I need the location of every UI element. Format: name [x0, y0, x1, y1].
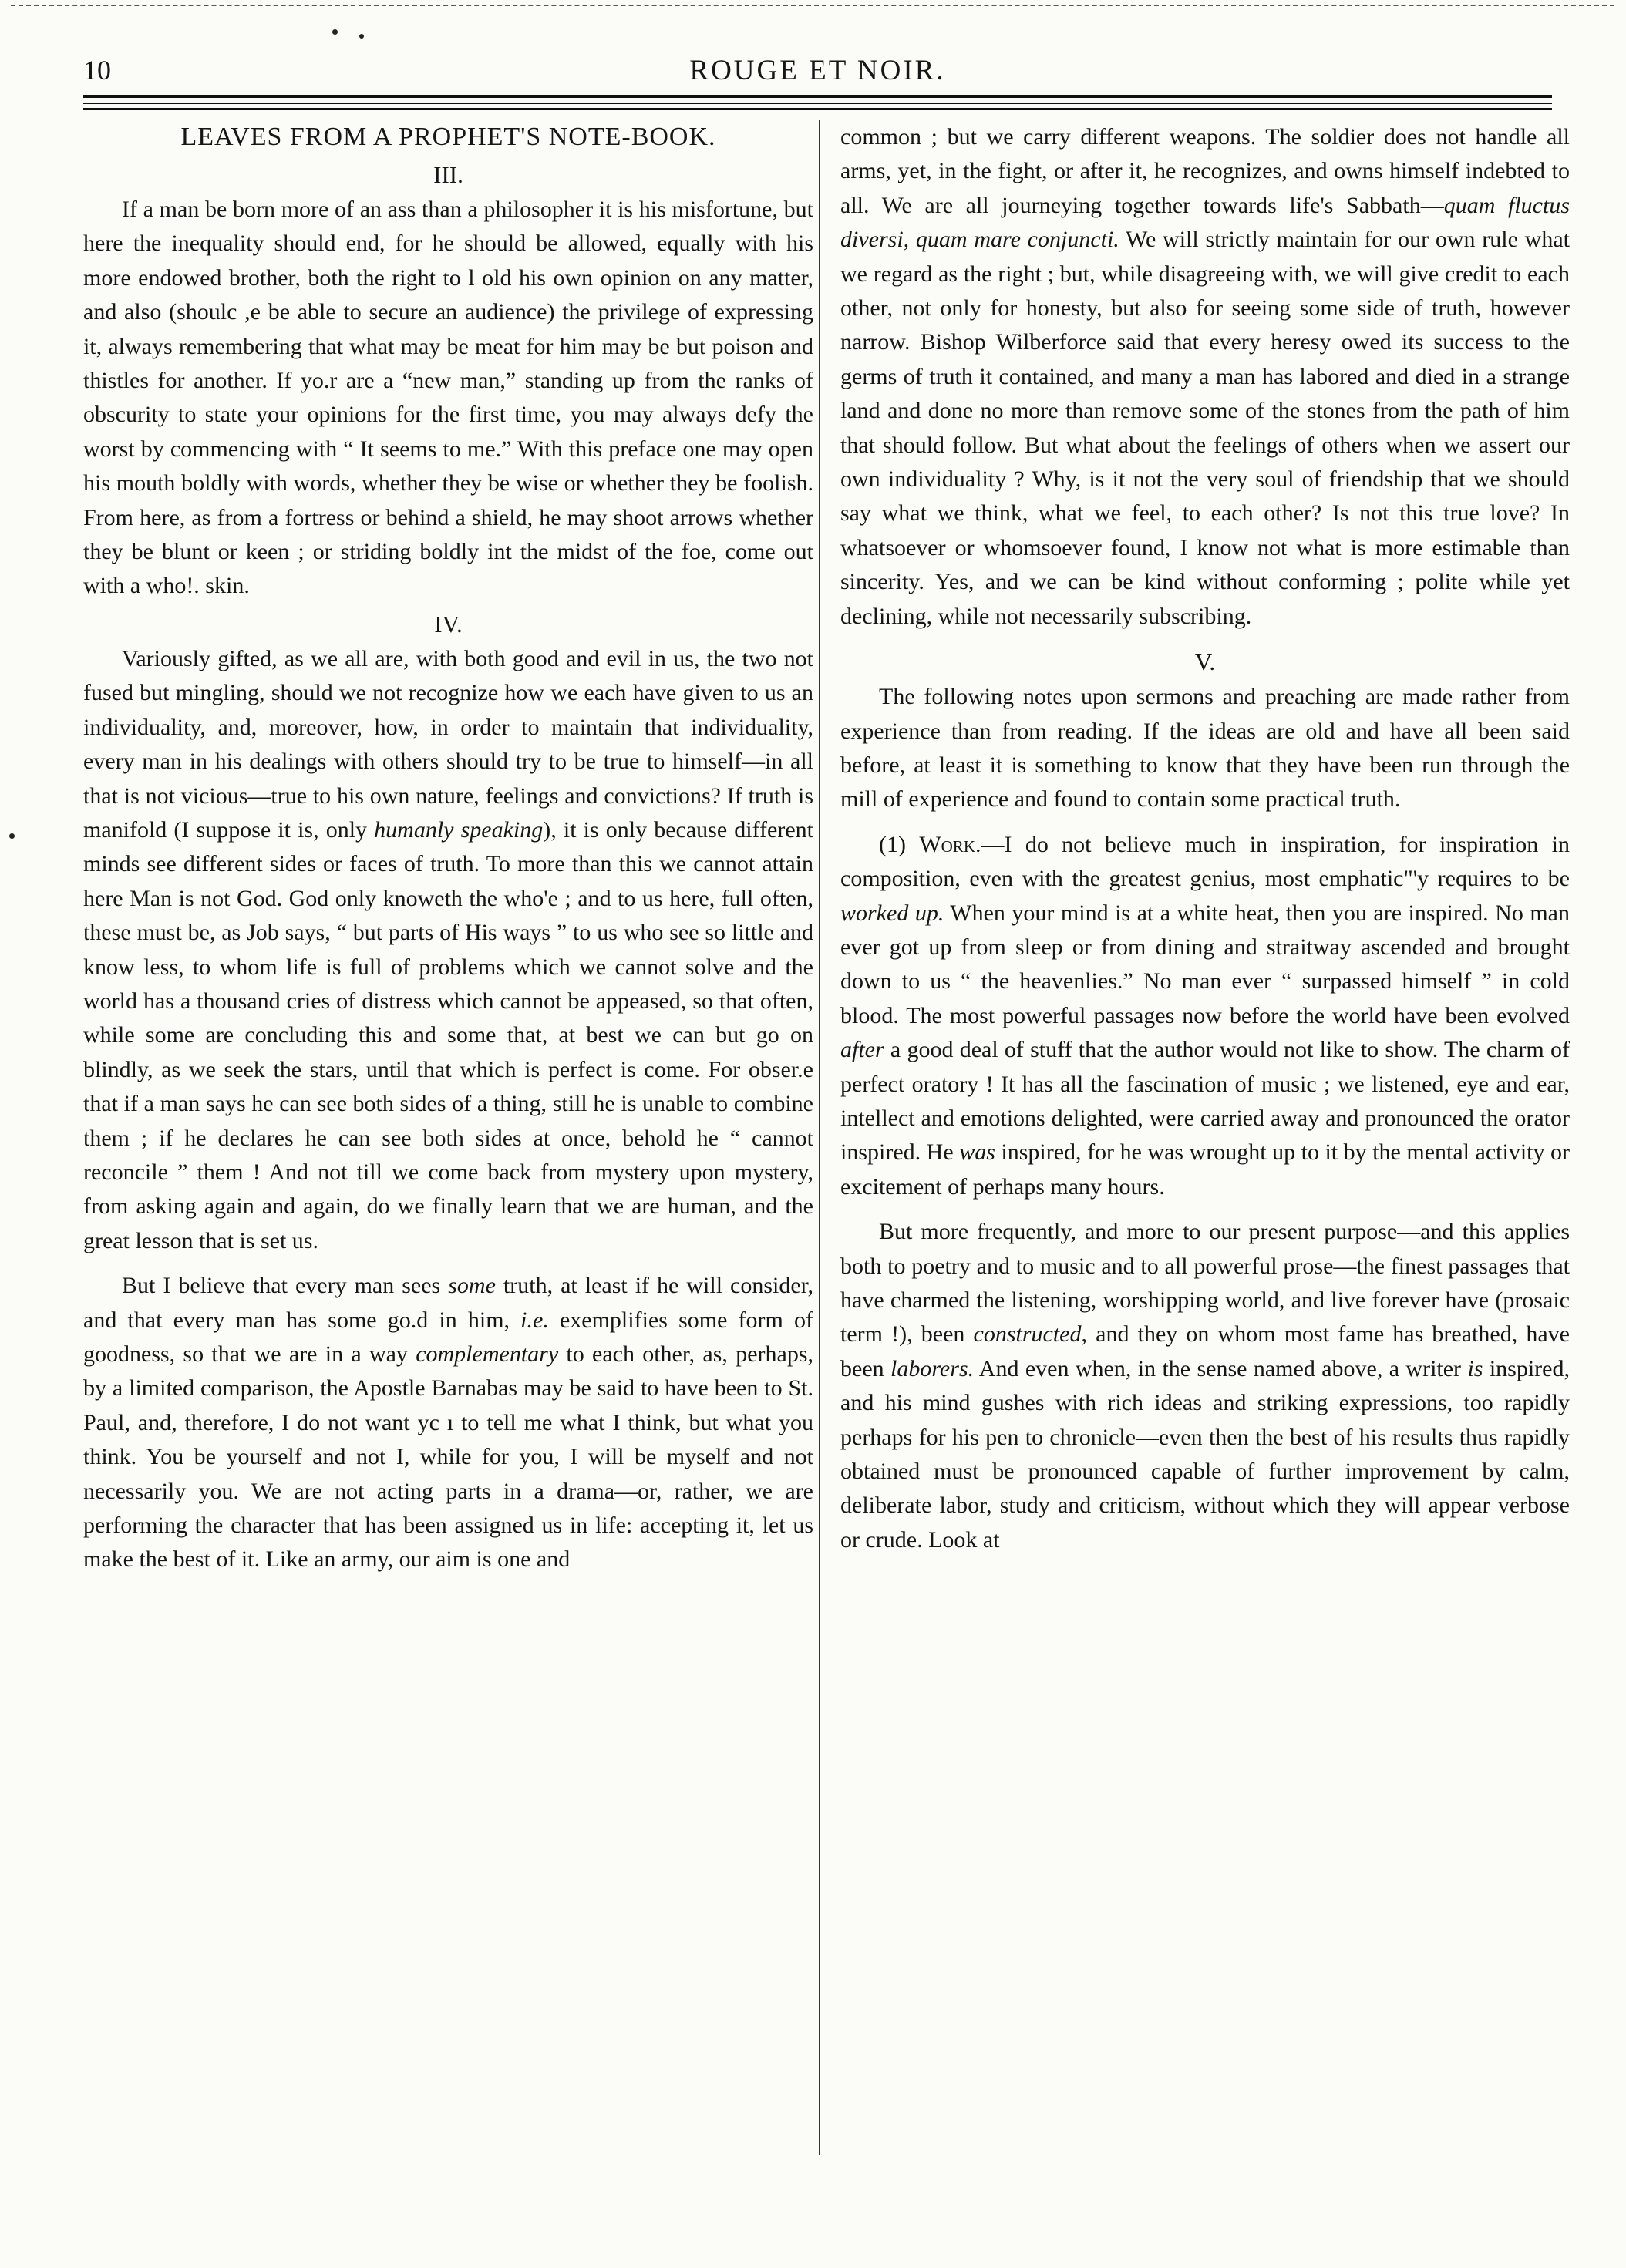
column-divider	[819, 120, 820, 2155]
section-numeral: IV.	[434, 610, 463, 638]
section-numeral: V.	[1194, 648, 1216, 676]
article-title: LEAVES FROM A PROPHET'S NOTE-BOOK.	[180, 123, 716, 151]
ink-speck	[9, 833, 15, 839]
paragraph: If a man be born more of an ass than a philosopher it is his misfortune, but here the inequality should end, for he should be allowed, equally with his more endowed brother, both the right to l old his own opinion on any matter, and also (shoulc ,e be able to secure an audience) the privilege of expressing it, always remembering that what may be meat for him may be but poison and thistles for another. If yo.r are a “new man,” standing up from the ranks of obscurity to state your opinions for the first time, you may always defy the worst by commencing with “ It seems to me.” With this preface one may open his mouth boldly with words, whether they be wise or whether they be foolish. From here, as from a fortress or behind a shield, he may shoot arrows whether they be blunt or keen ; or striding boldly int the midst of the foe, come out with a who!. skin.	[83, 197, 813, 599]
paragraph: The following notes upon sermons and preaching are made rather from experience than from reading. If the ideas are old and have all been said before, at least it is something to know that they have been run through the mill of experience and found to contain some practical truth.	[840, 684, 1570, 813]
left-column	[83, 120, 813, 1577]
running-head: ROUGE ET NOIR.	[689, 55, 946, 86]
top-edge-rule	[11, 5, 1614, 6]
ink-speck	[359, 34, 364, 39]
ink-speck	[332, 29, 338, 35]
right-column	[840, 120, 1570, 1557]
page-header	[83, 51, 1552, 89]
paragraph: (1) Work.—I do not believe much in inspiration, for inspiration in composition, even with the greatest genius, most emphatic"'y requires to be worked up. When your mind is at a white heat, then you are inspired. No man ever got up from sleep or from dining and straitway ascended and brought down to us “ the heavenlies.” No man ever “ surpassed himself ” in cold blood. The most powerful passages now before the world have been evolved after a good deal of stuff that the author would not like to show. The charm of perfect oratory ! It has all the fascination of music ; we listened, eye and ear, intellect and emotions delighted, were carried away and pronounced the orator inspired. He was inspired, for he was wrought up to it by the mental activity or excitement of perhaps many hours.	[840, 831, 1570, 1200]
paragraph-flow: But I believe that every man sees some truth, at least if he will consider, and that every man has some go.d in him, i.e. exemplifies some form of goodness, so that we are in a way complementary to each other, as, perhaps, by a limited comparison, the Apostle Barnabas may be said to have been to St. Paul, and, therefore, I do not want yc ı to tell me what I think, but what you think. You be yourself and not I, while for you, I will be myself and not necessarily you. We are not acting parts in a drama—or, rather, we are performing the character that has been assigned us in life: accepting it, let us make the best of it. Like an army, our aim is one and	[83, 1273, 813, 1573]
paragraph: Variously gifted, as we all are, with both good and evil in us, the two not fused but mingling, should we not recognize how we each have given to us an individuality, and, moreover, how, in order to maintain that individuality, every man in his dealings with others should try to be true to himself—in all that is not vicious—true to his own nature, feelings and convictions? If truth is manifold (I suppose it is, only humanly speaking), it is only because different minds see different sides or faces of truth. To more than this we cannot attain here Man is not God. God only knoweth the who'e ; and to us here, full often, these must be, as Job says, “ but parts of His ways ” to us who see so little and know less, to whom life is full of problems which we cannot solve and the world has a thousand cries of distress which cannot be appeased, so that often, while some are concluding this and some that, at best we can but go on blindly, as we seek the stars, until that which is perfect is come. For obser.e that if a man says he can see both sides of a thing, still he is unable to combine them ; if he declares he can see both sides at once, behold he “ cannot reconcile ” them ! And not till we come back from mystery upon mystery, from asking again and again, do we finally learn that we are human, and the great lesson that is set us.	[83, 645, 813, 1253]
paragraph-continued: common ; but we carry different weapons. The soldier does not handle all arms, yet, in the fight, or after it, he recognizes, and owns himself indebted to all. We are all journeying together towards life's Sabbath—quam fluctus diversi, quam mare conjuncti. We will strictly maintain for our own rule what we regard as the right ; but, while disagreeing with, we will give credit to each other, not only for honesty, but also for seeing some side of truth, however narrow. Bishop Wilberforce said that every heresy owed its success to the germs of truth it contained, and many a man has labored and died in a strange land and done no more than remove some of the stones from the path of him that should follow. But what about the feelings of others when we assert our own individuality ? Why, is it not the very soul of friendship that we should say what we think, what we feel, to each other? Is not this true love? In whatsoever or whomsoever found, I know not what is more estimable than sincerity. Yes, and we can be kind without conforming ; polite while yet declining, while not necessarily subscribing.	[840, 124, 1570, 629]
section-numeral: III.	[433, 161, 463, 188]
header-rule	[83, 108, 1552, 110]
header-rule	[83, 103, 1552, 104]
paragraph: But more frequently, and more to our present purpose—and this applies both to poetry and to music and to all powerful prose—the finest passages that have charmed the listening, worshipping world, and live forever have (prosaic term !), been constructed, and they on whom most fame has breathed, have been laborers. And even when, in the sense named above, a writer is inspired, and his mind gushes with rich ideas and striking expressions, too rapidly perhaps for his pen to chronicle—even then the best of his results thus rapidly obtained must be pronounced capable of further improvement by calm, deliberate labor, study and criticism, without which they will appear verbose or crude. Look at	[840, 1219, 1570, 1553]
header-rule	[83, 95, 1552, 98]
page-number: 10	[83, 55, 111, 86]
